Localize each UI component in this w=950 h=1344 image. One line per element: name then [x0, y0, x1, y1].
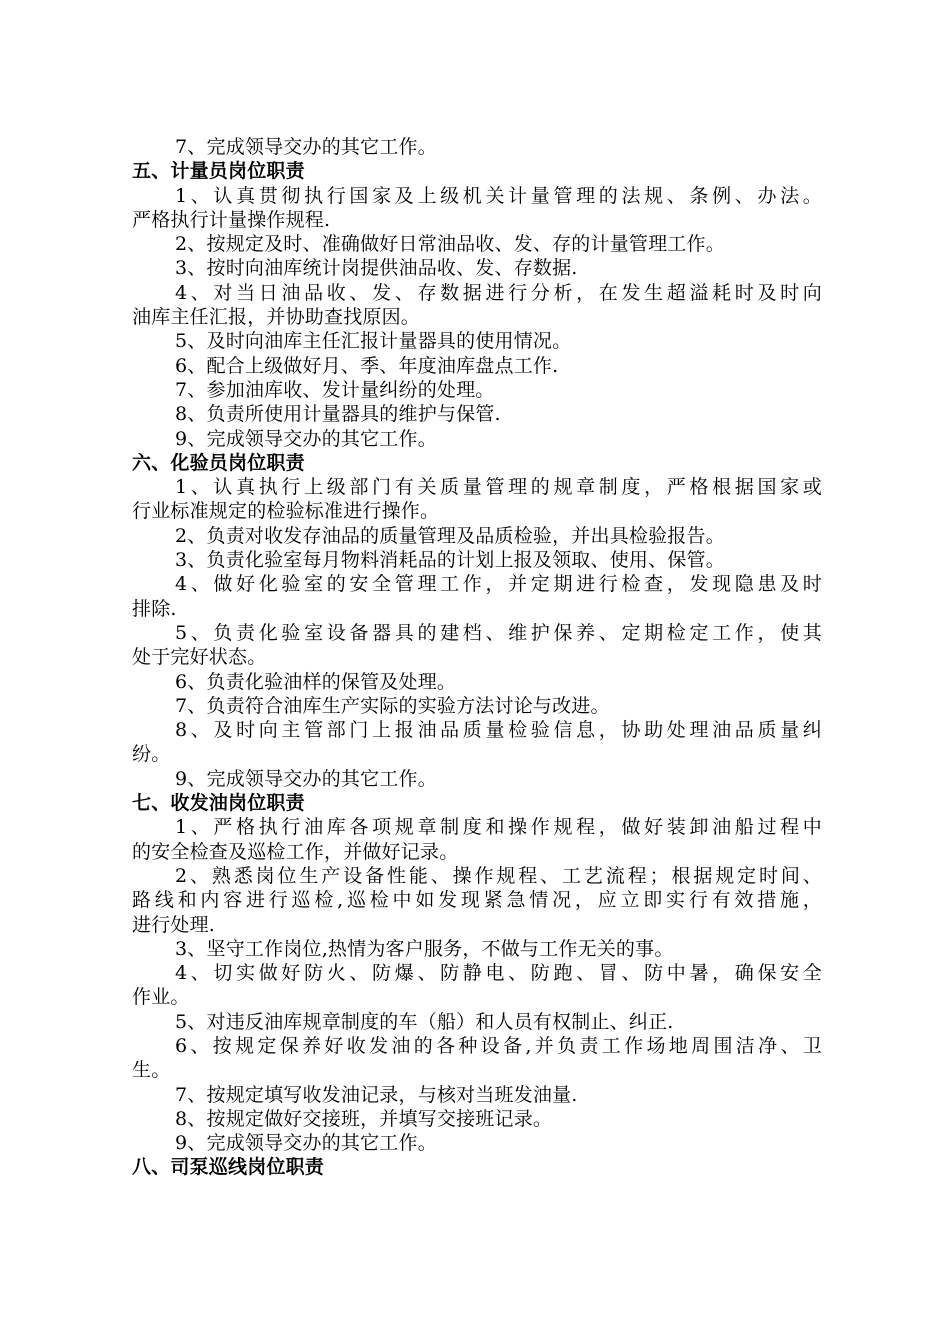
duty-item-continuation: 油库主任汇报，并协助查找原因。 — [132, 306, 421, 329]
duty-item-continuation: 行业标准规定的检验标准进行操作。 — [132, 500, 440, 523]
duty-item-continuation: 进行处理. — [132, 913, 216, 936]
duty-item: 1、严格执行油库各项规章制度和操作规程，做好装卸油船过程中 — [175, 816, 822, 839]
duty-item: 7、按规定填写收发油记录，与核对当班发油量. — [175, 1083, 578, 1106]
duty-item-continuation: 纷。 — [132, 743, 171, 766]
duty-item: 8、负责所使用计量器具的维护与保管. — [175, 403, 501, 426]
duty-item: 7、完成领导交办的其它工作。 — [175, 136, 437, 158]
duty-item-continuation: 排除. — [132, 597, 177, 620]
duty-item-continuation: 路线和内容进行巡检,巡检中如发现紧急情况，应立即实行有效措施， — [132, 889, 822, 912]
duty-item: 6、配合上级做好月、季、年度油库盘点工作. — [175, 354, 559, 377]
duty-item-continuation: 处于完好状态。 — [132, 646, 267, 669]
duty-item: 9、完成领导交办的其它工作。 — [175, 427, 437, 450]
duty-item: 3、按时向油库统计岗提供油品收、发、存数据. — [175, 257, 578, 280]
duty-item: 4、切实做好防火、防爆、防静电、防跑、冒、防中暑，确保安全 — [175, 962, 822, 985]
duty-item-continuation: 的安全检查及巡检工作，并做好记录。 — [132, 840, 459, 863]
duty-item-continuation: 严格执行计量操作规程. — [132, 208, 331, 231]
duty-item: 5、对违反油库规章制度的车（船）和人员有权制止、纠正. — [175, 1010, 674, 1033]
duty-item: 5、负责化验室设备器具的建档、维护保养、定期检定工作，使其 — [175, 621, 822, 644]
section-heading: 六、化验员岗位职责 — [132, 451, 305, 474]
section-heading: 五、计量员岗位职责 — [132, 160, 305, 183]
duty-item: 4、对当日油品收、发、存数据进行分析，在发生超溢耗时及时向 — [175, 281, 822, 304]
section-heading: 八、司泵巡线岗位职责 — [132, 1156, 325, 1179]
duty-item: 3、负责化验室每月物料消耗品的计划上报及领取、使用、保管。 — [175, 549, 725, 572]
duty-item: 1、认真贯彻执行国家及上级机关计量管理的法规、条例、办法。 — [175, 184, 822, 207]
duty-item: 3、坚守工作岗位,热情为客户服务，不做与工作无关的事。 — [175, 937, 674, 960]
duty-item: 4、做好化验室的安全管理工作，并定期进行检查，发现隐患及时 — [175, 573, 822, 596]
duty-item: 7、负责符合油库生产实际的实验方法讨论与改进。 — [175, 694, 610, 717]
duty-item: 6、负责化验油样的保管及处理。 — [175, 670, 457, 693]
duty-item: 8、按规定做好交接班，并填写交接班记录。 — [175, 1107, 553, 1130]
duty-item: 2、熟悉岗位生产设备性能、操作规程、工艺流程；根据规定时间、 — [175, 864, 822, 887]
duty-item: 9、完成领导交办的其它工作。 — [175, 767, 437, 790]
duty-item: 5、及时向油库主任汇报计量器具的使用情况。 — [175, 330, 572, 353]
duty-item-continuation: 作业。 — [132, 986, 190, 1009]
duty-item: 9、完成领导交办的其它工作。 — [175, 1132, 437, 1155]
duty-item: 1、认真执行上级部门有关质量管理的规章制度，严格根据国家或 — [175, 476, 822, 499]
duty-item: 2、负责对收发存油品的质量管理及品质检验，并出具检验报告。 — [175, 524, 725, 547]
duty-item: 2、按规定及时、准确做好日常油品收、发、存的计量管理工作。 — [175, 233, 725, 256]
section-heading: 七、收发油岗位职责 — [132, 792, 305, 815]
duty-item: 6、按规定保养好收发油的各种设备,并负责工作场地周围洁净、卫 — [175, 1034, 822, 1057]
document-body — [132, 135, 822, 1180]
duty-item: 7、参加油库收、发计量纠纷的处理。 — [175, 378, 495, 401]
duty-item-continuation: 生。 — [132, 1059, 171, 1082]
duty-item: 8、及时向主管部门上报油品质量检验信息，协助处理油品质量纠 — [175, 719, 822, 742]
